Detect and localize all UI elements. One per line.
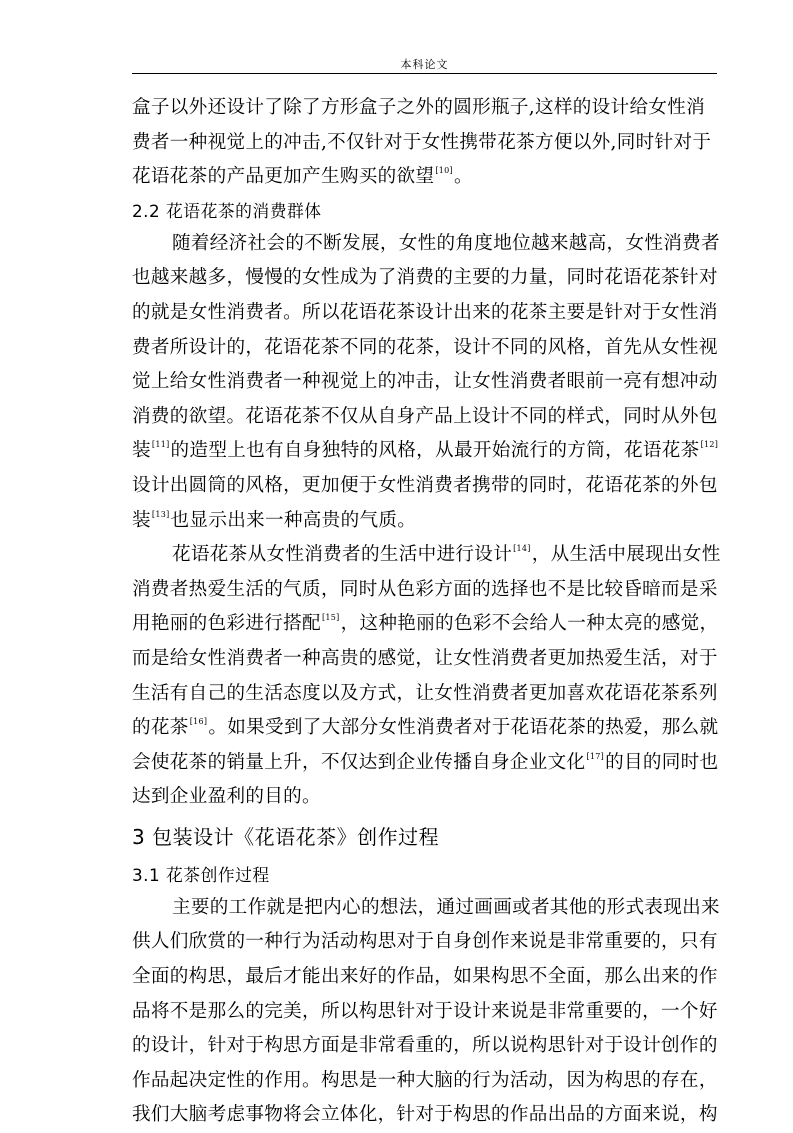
text-line: 品将不是那么的完美，所以构思针对于设计来说是非常重要的，一个好 [132, 1000, 718, 1022]
sec31-paragraph [132, 891, 720, 1133]
citation-ref: [17] [586, 751, 605, 761]
text-line: 觉上给女性消费者一种视觉上的冲击，让女性消费者眼前一亮有想冲动 [132, 371, 718, 393]
citation-ref: [13] [151, 509, 170, 519]
text-line: 花语花茶从女性消费者的生活中进行设计[14]，从生活中展现出女性 [172, 544, 721, 566]
section-heading-3-1: 3.1 花茶创作过程 [132, 864, 270, 885]
text-line: 生活有自己的生活态度以及方式，让女性消费者更加喜欢花语花茶系列 [132, 682, 718, 704]
text-line: 供人们欣赏的一种行为活动构思对于自身创作来说是非常重要的，只有 [132, 931, 718, 953]
text-line: 设计出圆筒的风格，更加便于女性消费者携带的同时，花语花茶的外包 [132, 474, 718, 496]
header-rule [132, 73, 717, 74]
citation-ref: [15] [321, 613, 340, 623]
text-line: 我们大脑考虑事物将会立体化，针对于构思的作品出品的方面来说，构 [132, 1104, 718, 1126]
text-line: 盒子以外还设计了除了方形盒子之外的圆形瓶子,这样的设计给女性消 [132, 97, 706, 118]
text-line: 随着经济社会的不断发展，女性的角度地位越来越高，女性消费者 [172, 232, 720, 254]
text-line: 用艳丽的色彩进行搭配[15]，这种艳丽的色彩不会给人一种太亮的感觉， [132, 613, 719, 635]
text-line: 费者所设计的，花语花茶不同的花茶，设计不同的风格，首先从女性视 [132, 336, 718, 358]
page-body [132, 91, 721, 1133]
citation-ref: [10] [435, 166, 453, 176]
text-line: 会使花茶的销量上升，不仅达到企业传播自身企业文化[17]的目的同时也 [132, 751, 719, 773]
citation-ref: [16] [189, 717, 208, 727]
intro-paragraph [132, 91, 717, 195]
page-header-title: 本科论文 [400, 58, 449, 71]
section-heading-3: 3 包装设计《花语花茶》创作过程 [132, 824, 440, 849]
text-line: 全面的构思，最后才能出来好的作品，如果构思不全面，那么出来的作 [132, 966, 718, 988]
text-line: 的设计，针对于构思方面是非常看重的，所以说构思针对于设计创作的 [132, 1035, 718, 1057]
text-line: 花语花茶的产品更加产生购买的欲望[10]。 [132, 166, 473, 188]
text-line: 而是给女性消费者一种高贵的感觉，让女性消费者更加热爱生活，对于 [132, 647, 718, 669]
text-line: 消费的欲望。花语花茶不仅从自身产品上设计不同的样式，同时从外包 [132, 405, 718, 427]
text-line: 装[11]的造型上也有自身独特的风格，从最开始流行的方筒，花语花茶[12] [132, 440, 719, 462]
text-line: 也越来越多，慢慢的女性成为了消费的主要的力量，同时花语花茶针对 [132, 267, 718, 289]
citation-ref: [11] [151, 440, 170, 450]
text-line: 作品起决定性的作用。构思是一种大脑的行为活动，因为构思的存在， [132, 1069, 718, 1091]
text-line: 达到企业盈利的目的。 [132, 786, 321, 808]
citation-ref: [14] [513, 544, 531, 554]
sec22-paragraph-2 [132, 538, 721, 815]
sec22-paragraph-1 [132, 227, 720, 538]
text-line: 费者一种视觉上的冲击,不仅针对于女性携带花茶方便以外,同时针对于 [132, 131, 712, 153]
citation-ref: [12] [700, 440, 719, 450]
text-line: 装[13]也显示出来一种高贵的气质。 [132, 509, 417, 531]
text-line: 主要的工作就是把内心的想法，通过画画或者其他的形式表现出来 [172, 896, 720, 918]
text-line: 的花茶[16]。如果受到了大部分女性消费者对于花语花茶的热爱，那么就 [132, 717, 719, 739]
section-heading-2-2: 2.2 花语花茶的消费群体 [132, 200, 322, 221]
text-line: 消费者热爱生活的气质，同时从色彩方面的选择也不是比较昏暗而是采 [132, 578, 718, 600]
text-line: 的就是女性消费者。所以花语花茶设计出来的花茶主要是针对于女性消 [132, 301, 718, 323]
